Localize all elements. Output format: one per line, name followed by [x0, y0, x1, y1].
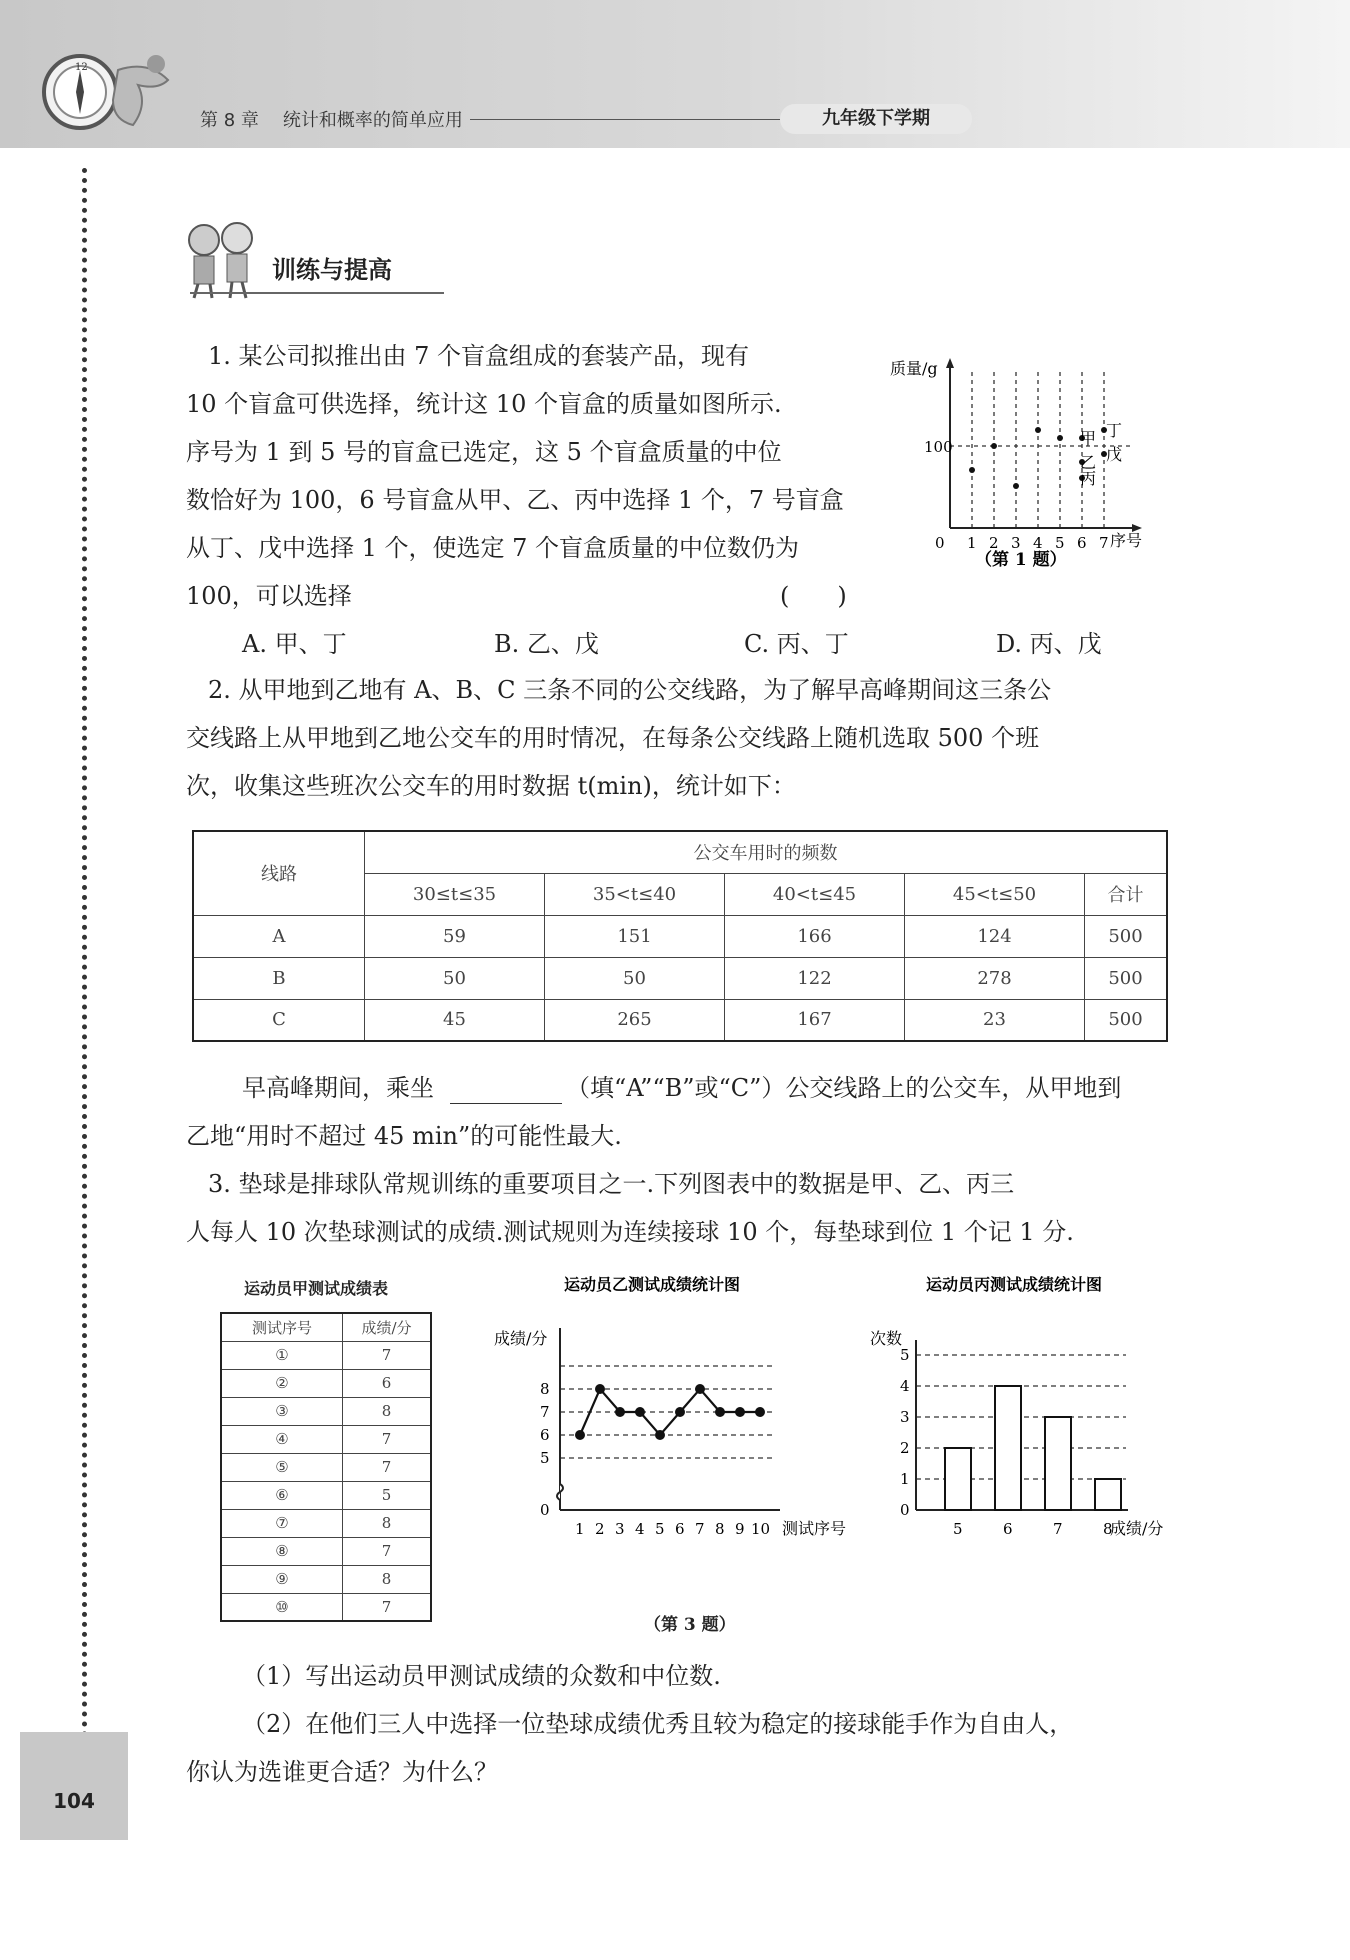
q1-y-arrow-icon [946, 358, 954, 368]
test-number-cell: ① [221, 1341, 343, 1369]
test-number-cell: ⑧ [221, 1537, 343, 1565]
chapter-title: 统计和概率的简单应用 [282, 110, 463, 131]
line-chart-data-point [675, 1407, 685, 1417]
line-chart-x-tick: 3 [615, 1520, 625, 1538]
bar-chart-y-tick: 0 [900, 1501, 910, 1519]
q2-after-line-2: 乙地“用时不超过 45 min”的可能性最大. [186, 1122, 622, 1150]
line-chart-x-tick: 9 [735, 1520, 745, 1538]
bar-chart-x-tick: 6 [1003, 1520, 1013, 1538]
test-number-cell: ⑨ [221, 1565, 343, 1593]
q1-x-tick: 1 [967, 534, 977, 552]
bar-chart-y-tick: 2 [900, 1439, 910, 1457]
section-underline [190, 292, 444, 294]
q1-option-a: A. 甲、丁 [242, 630, 347, 658]
row-header-cell: 线路 [193, 831, 365, 915]
q1-point-label: 丙 [1080, 469, 1097, 488]
q1-x-tick: 6 [1077, 534, 1087, 552]
line-chart-data-point [695, 1384, 705, 1394]
header-test-number: 测试序号 [221, 1313, 343, 1341]
line-chart-data-point [735, 1407, 745, 1417]
q1-x-tick: 5 [1055, 534, 1065, 552]
frequency-cell: 500 [1085, 915, 1168, 957]
table-row [221, 1593, 431, 1621]
q1-answer-bracket: ( ) [780, 582, 847, 610]
q2-line-3: 次，收集这些班次公交车的用时数据 t(min)，统计如下： [186, 772, 796, 800]
q1-line-5: 从丁、戊中选择 1 个，使选定 7 个盲盒质量的中位数仍为 [186, 534, 800, 562]
line-chart-y-tick: 0 [540, 1501, 550, 1519]
score-cell: 7 [343, 1593, 432, 1621]
test-number-cell: ② [221, 1369, 343, 1397]
frequency-cell: 166 [725, 915, 905, 957]
line-chart-x-tick: 2 [595, 1520, 605, 1538]
q1-line-4: 数恰好为 100，6 号盲盒从甲、乙、丙中选择 1 个，7 号盲盒 [186, 486, 844, 514]
line-chart-x-tick: 4 [635, 1520, 645, 1538]
frequency-cell: 500 [1085, 999, 1168, 1041]
line-chart-data-point [595, 1384, 605, 1394]
q3-sub-2b: 你认为选谁更合适？为什么？ [186, 1758, 498, 1786]
bar-8 [1095, 1479, 1121, 1510]
line-chart-y-tick: 8 [540, 1380, 550, 1398]
frequency-cell: 265 [545, 999, 725, 1041]
table-row [221, 1369, 431, 1397]
test-number-cell: ⑤ [221, 1453, 343, 1481]
table-row [221, 1481, 431, 1509]
q1-option-b: B. 乙、戊 [494, 630, 599, 658]
q2-frequency-table [192, 830, 1168, 1042]
table-row [221, 1453, 431, 1481]
q1-option-c: C. 丙、丁 [744, 630, 849, 658]
test-number-cell: ④ [221, 1425, 343, 1453]
table-row [193, 999, 1167, 1041]
q1-x-tick: 3 [1011, 534, 1021, 552]
frequency-cell: 124 [905, 915, 1085, 957]
q1-y-tick: 100 [924, 438, 953, 456]
q2-after-line-1a: 早高峰期间，乘坐 [242, 1074, 434, 1102]
page-number: 104 [20, 1732, 128, 1840]
score-cell: 8 [343, 1397, 432, 1425]
column-header-0: 30≤t≤35 [365, 873, 545, 915]
line-chart-x-tick: 7 [695, 1520, 705, 1538]
table-row [193, 957, 1167, 999]
bar-chart-x-tick: 5 [953, 1520, 963, 1538]
frequency-cell: 23 [905, 999, 1085, 1041]
bar-chart-y-tick: 5 [900, 1346, 910, 1364]
q2-line-1: 2. 从甲地到乙地有 A、B、C 三条不同的公交线路，为了解早高峰期间这三条公 [208, 676, 1052, 704]
q1-line-1: 1. 某公司拟推出由 7 个盲盒组成的套装产品，现有 [208, 342, 750, 370]
line-chart-data-point [635, 1407, 645, 1417]
header-score: 成绩/分 [343, 1313, 432, 1341]
line-chart-y-tick: 6 [540, 1426, 550, 1444]
svg-text:12: 12 [75, 62, 88, 73]
q1-x-tick: 0 [935, 534, 945, 552]
route-name-cell: C [193, 999, 365, 1041]
frequency-cell: 59 [365, 915, 545, 957]
q1-data-point [969, 467, 975, 473]
q1-data-point [1035, 427, 1041, 433]
compass-runner-logo-icon [18, 50, 188, 150]
q3-caption: （第 3 题） [644, 1615, 736, 1635]
line-chart-x-tick: 10 [751, 1520, 771, 1538]
line-chart-title: 运动员乙测试成绩统计图 [564, 1275, 741, 1294]
header-divider [470, 119, 780, 120]
score-cell: 7 [343, 1453, 432, 1481]
column-header-1: 35<t≤40 [545, 873, 725, 915]
q2-line-2: 交线路上从甲地到乙地公交车的用时情况，在每条公交线路上随机选取 500 个班 [186, 724, 1040, 752]
route-name-cell: B [193, 957, 365, 999]
page-header [0, 0, 1350, 148]
bar-chart-x-tick: 7 [1053, 1520, 1063, 1538]
athlete-a-score-table [220, 1312, 432, 1622]
q1-x-tick: 4 [1033, 534, 1043, 552]
line-chart-y-label: 成绩/分 [494, 1329, 548, 1348]
score-cell: 8 [343, 1509, 432, 1537]
table-row [221, 1565, 431, 1593]
frequency-cell: 151 [545, 915, 725, 957]
table-row [221, 1397, 431, 1425]
section-title: 训练与提高 [272, 256, 392, 284]
frequency-cell: 50 [545, 957, 725, 999]
bar-chart-x-label: 成绩/分 [1110, 1519, 1164, 1538]
kids-illustration-icon [182, 218, 262, 300]
table-row [221, 1537, 431, 1565]
q1-line-6: 100，可以选择 [186, 582, 352, 610]
column-header-3: 45<t≤50 [905, 873, 1085, 915]
line-chart-data-point [615, 1407, 625, 1417]
line-chart-x-label: 测试序号 [782, 1519, 847, 1538]
route-name-cell: A [193, 915, 365, 957]
q2-after-line-1b: （填“A”“B”或“C”）公交线路上的公交车，从甲地到 [566, 1074, 1122, 1102]
athlete-b-line-chart [484, 1270, 874, 1570]
q1-x-tick: 7 [1099, 534, 1109, 552]
score-cell: 7 [343, 1425, 432, 1453]
athlete-c-bar-chart [866, 1270, 1186, 1570]
line-chart-data-point [755, 1407, 765, 1417]
q1-x-tick: 2 [989, 534, 999, 552]
q1-data-point [991, 443, 997, 449]
bar-chart-title: 运动员丙测试成绩统计图 [926, 1275, 1103, 1294]
line-chart-x-tick: 8 [715, 1520, 725, 1538]
line-chart-data-point [655, 1430, 665, 1440]
q1-data-point [1057, 435, 1063, 441]
q1-data-point [1013, 483, 1019, 489]
frequency-cell: 50 [365, 957, 545, 999]
athlete-a-table-title: 运动员甲测试成绩表 [244, 1279, 389, 1298]
q3-sub-1: （1）写出运动员甲测试成绩的众数和中位数. [242, 1662, 721, 1690]
test-number-cell: ⑩ [221, 1593, 343, 1621]
table-row [221, 1425, 431, 1453]
q3-line-1: 3. 垫球是排球队常规训练的重要项目之一.下列图表中的数据是甲、乙、丙三 [208, 1170, 1015, 1198]
line-chart-x-tick: 6 [675, 1520, 685, 1538]
bar-6 [995, 1386, 1021, 1510]
table-row [193, 915, 1167, 957]
q1-x-label: 序号 [1110, 531, 1143, 550]
frequency-cell: 45 [365, 999, 545, 1041]
bar-chart-y-tick: 4 [900, 1377, 910, 1395]
line-chart-y-tick: 5 [540, 1449, 550, 1467]
q1-option-d: D. 丙、戊 [996, 630, 1102, 658]
score-cell: 7 [343, 1341, 432, 1369]
frequency-cell: 278 [905, 957, 1085, 999]
margin-dotted-line [82, 168, 87, 1738]
q2-answer-blank[interactable] [450, 1103, 562, 1104]
bar-chart-y-tick: 1 [900, 1470, 910, 1488]
group-header-cell: 公交车用时的频数 [365, 831, 1168, 873]
q3-sub-2a: （2）在他们三人中选择一位垫球成绩优秀且较为稳定的接球能手作为自由人， [242, 1710, 1074, 1738]
line-chart-data-point [715, 1407, 725, 1417]
q1-point-label: 甲 [1080, 429, 1097, 448]
table-row [221, 1341, 431, 1369]
frequency-cell: 122 [725, 957, 905, 999]
bar-5 [945, 1448, 971, 1510]
bar-chart-y-label: 次数 [870, 1329, 903, 1348]
score-cell: 8 [343, 1565, 432, 1593]
bar-chart-y-tick: 3 [900, 1408, 910, 1426]
bar-7 [1045, 1417, 1071, 1510]
axis-break-icon [557, 1484, 563, 1500]
score-cell: 7 [343, 1537, 432, 1565]
q3-line-2: 人每人 10 次垫球测试的成绩.测试规则为连续接球 10 个，每垫球到位 1 个记 1 分. [186, 1218, 1074, 1246]
q1-point-label: 丁 [1106, 421, 1123, 440]
column-header-2: 40<t≤45 [725, 873, 905, 915]
table-row [221, 1509, 431, 1537]
test-number-cell: ③ [221, 1397, 343, 1425]
q1-scatter-chart [880, 350, 1150, 580]
line-chart-y-tick: 7 [540, 1403, 550, 1421]
bar-chart-x-tick: 8 [1103, 1520, 1113, 1538]
q1-y-label: 质量/g [890, 359, 938, 378]
frequency-cell: 500 [1085, 957, 1168, 999]
test-number-cell: ⑦ [221, 1509, 343, 1537]
line-chart-x-tick: 5 [655, 1520, 665, 1538]
score-cell: 5 [343, 1481, 432, 1509]
q1-point-label: 乙 [1080, 453, 1097, 472]
score-cell: 6 [343, 1369, 432, 1397]
test-number-cell: ⑥ [221, 1481, 343, 1509]
chapter-number: 第 8 章 [200, 110, 259, 131]
q1-line-3: 序号为 1 到 5 号的盲盒已选定，这 5 个盲盒质量的中位 [186, 438, 782, 466]
frequency-cell: 167 [725, 999, 905, 1041]
grade-badge: 九年级下学期 [780, 104, 972, 134]
q1-point-label: 戊 [1106, 445, 1123, 464]
line-chart-x-tick: 1 [575, 1520, 585, 1538]
chapter-heading [200, 106, 487, 132]
line-chart-data-point [575, 1430, 585, 1440]
q1-line-2: 10 个盲盒可供选择，统计这 10 个盲盒的质量如图所示. [186, 390, 782, 418]
column-header-4: 合计 [1085, 873, 1168, 915]
q1-caption: （第 1 题） [975, 550, 1067, 570]
